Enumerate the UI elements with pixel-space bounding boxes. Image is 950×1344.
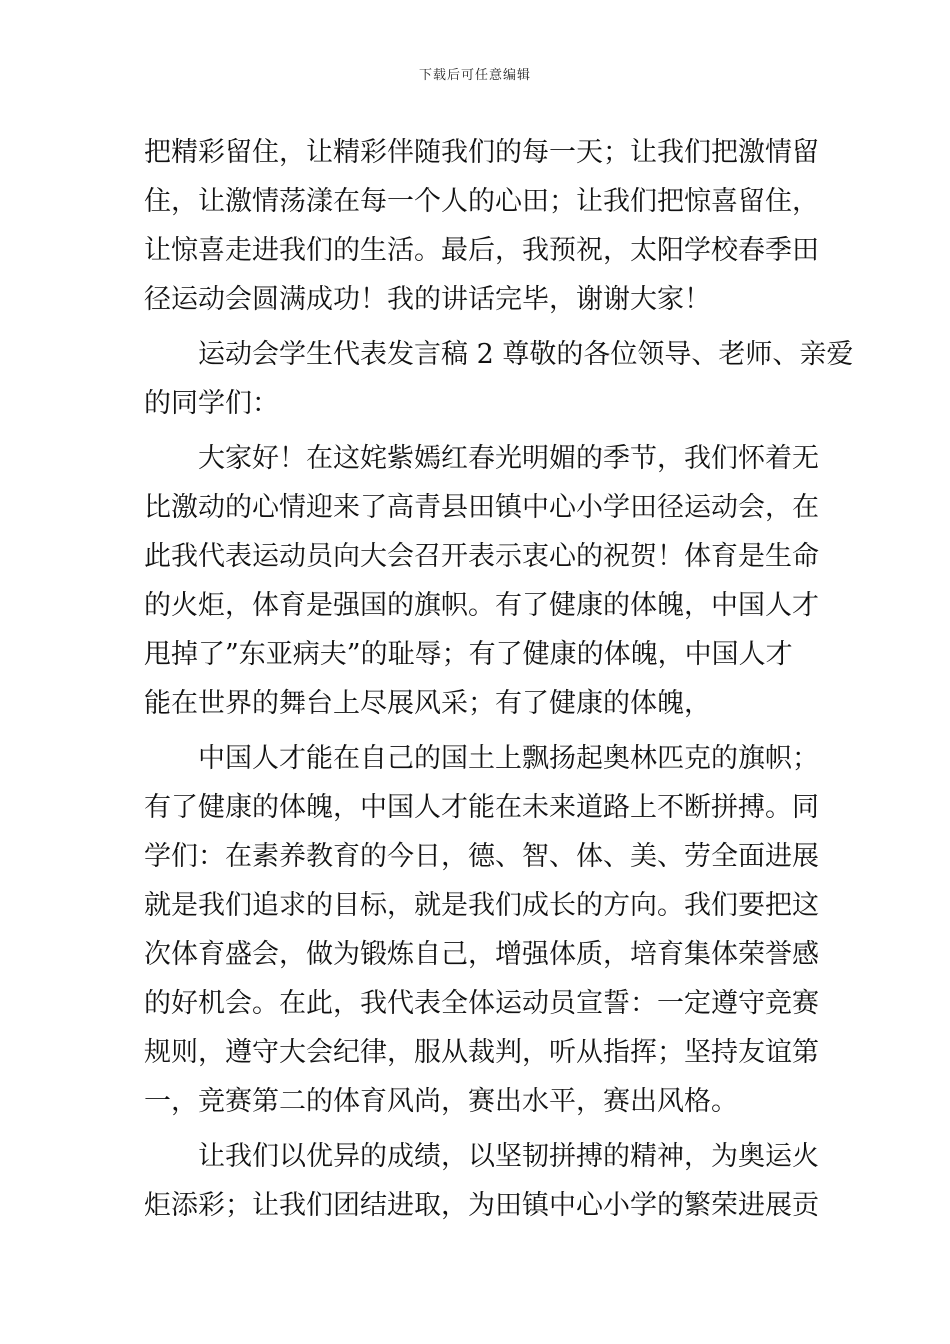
text-line: 住，让激情荡漾在每一个人的心田；让我们把惊喜留住， [144, 186, 819, 217]
text-line: 大家好！在这姹紫嫣红春光明媚的季节，我们怀着无 [198, 443, 819, 474]
text-line: 一，竞赛第二的体育风尚，赛出水平，赛出风格。 [144, 1086, 738, 1117]
paragraph-1 [144, 128, 819, 324]
text-line: 把精彩留住，让精彩伴随我们的每一天；让我们把激情留 [144, 137, 819, 168]
text-line: 的好机会。在此，我代表全体运动员宣誓：一定遵守竞赛 [144, 988, 819, 1019]
text-line: 的火炬，体育是强国的旗帜。有了健康的体魄，中国人才 [144, 590, 819, 621]
document-body [144, 128, 854, 1230]
text-line: 就是我们追求的目标，就是我们成长的方向。我们要把这 [144, 890, 819, 921]
text-line: 的同学们： [144, 388, 279, 419]
text-line: 径运动会圆满成功！我的讲话完毕，谢谢大家！ [144, 284, 711, 315]
text-line: 规则，遵守大会纪律，服从裁判，听从指挥；坚持友谊第 [144, 1037, 819, 1068]
text-line: 有了健康的体魄，中国人才能在未来道路上不断拼搏。同 [144, 792, 819, 823]
text-line: 让我们以优异的成绩，以坚韧拼搏的精神，为奥运火 [198, 1141, 819, 1172]
text-line: 炬添彩；让我们团结进取，为田镇中心小学的繁荣进展贡 [144, 1190, 819, 1221]
paragraph-4 [144, 734, 819, 1126]
paragraph-2 [144, 330, 854, 428]
page-header: 下载后可任意编辑 [418, 68, 531, 83]
text-line: 运动会学生代表发言稿 2 尊敬的各位领导、老师、亲爱 [198, 339, 854, 370]
text-line: 学们：在素养教育的今日，德、智、体、美、劳全面进展 [144, 841, 819, 872]
text-line: 次体育盛会，做为锻炼自己，增强体质，培育集体荣誉感 [144, 939, 819, 970]
text-line: 让惊喜走进我们的生活。最后，我预祝，太阳学校春季田 [144, 235, 819, 266]
text-line: 比激动的心情迎来了高青县田镇中心小学田径运动会，在 [144, 492, 819, 523]
text-line: 此我代表运动员向大会召开表示衷心的祝贺！体育是生命 [144, 541, 819, 572]
text-line: 能在世界的舞台上尽展风采；有了健康的体魄， [144, 688, 711, 719]
text-line: 甩掉了”东亚病夫”的耻辱；有了健康的体魄，中国人才 [144, 639, 793, 670]
paragraph-5 [144, 1132, 819, 1230]
text-line: 中国人才能在自己的国土上飘扬起奥林匹克的旗帜； [198, 743, 819, 774]
paragraph-3 [144, 434, 819, 728]
